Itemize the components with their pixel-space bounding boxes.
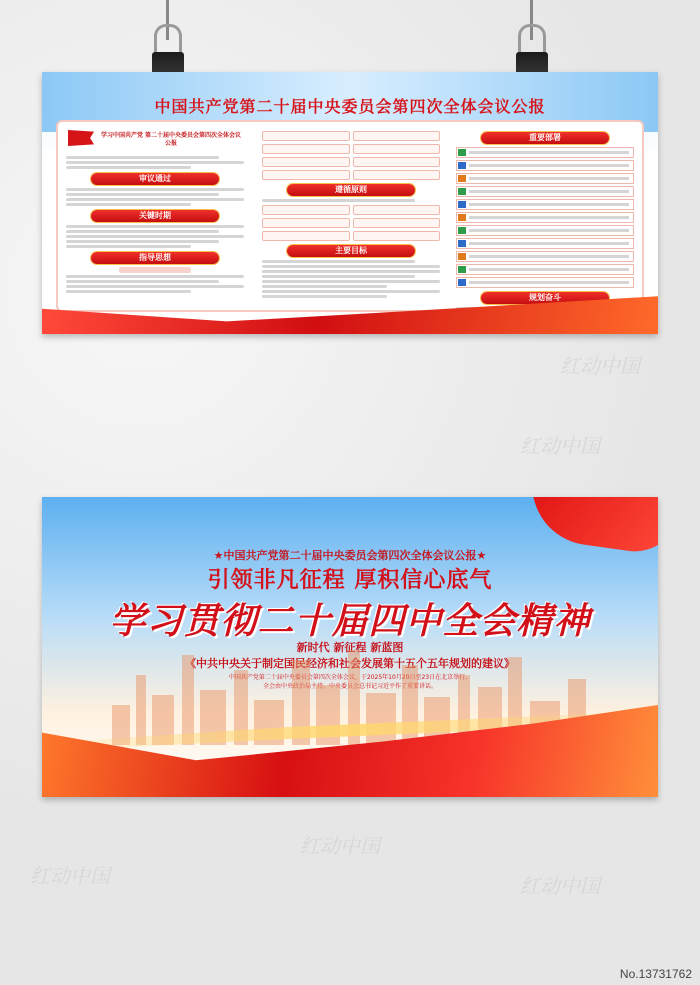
slogan: 引领非凡征程 厚积信心底气 — [207, 568, 493, 593]
binder-clip-icon — [150, 0, 186, 78]
section-ribbon: 指导思想 — [91, 252, 219, 264]
document-title: 《中共中央关于制定国民经济和社会发展第十五个五年规划的建议》 — [185, 657, 515, 670]
binder-clip-icon — [514, 0, 550, 78]
tagline: 新时代 新征程 新蓝图 — [296, 641, 404, 654]
section-ribbon: 重要部署 — [481, 132, 609, 144]
watermark: 红动中国 — [300, 834, 380, 858]
column-right — [456, 128, 634, 304]
deployment-list — [456, 147, 634, 288]
section-ribbon: 遵循原则 — [287, 184, 415, 196]
column-middle — [262, 128, 440, 304]
section-ribbon: 审议通过 — [91, 173, 219, 185]
board-title: 中国共产党第二十届中央委员会第四次全体会议公报 — [154, 97, 546, 116]
description-line: 全会由中央政治局主持。中央委员会总书记习近平作了重要讲话。 — [262, 683, 437, 690]
watermark: 红动中国 — [30, 864, 110, 888]
column-left — [66, 128, 244, 304]
section-ribbon: 关键时期 — [91, 210, 219, 222]
main-title: 学习贯彻二十届四中全会精神 — [109, 600, 591, 642]
watermark: 红动中国 — [520, 434, 600, 458]
bulletin-board-top — [42, 72, 658, 334]
principle-grid — [262, 205, 440, 241]
watermark: 红动中国 — [560, 354, 640, 378]
description-line: 中国共产党第二十届中央委员会第四次全体会议，于2025年10月20日至23日在北京举行。 — [228, 674, 472, 681]
image-number: No.13731762 — [619, 967, 692, 981]
section-ribbon: 主要目标 — [287, 245, 415, 257]
subtitle: ★中国共产党第二十届中央委员会第四次全体会议公报★ — [213, 549, 487, 562]
item-grid — [262, 131, 440, 180]
watermark: 红动中国 — [520, 874, 600, 898]
section-ribbon: 规划奋斗 — [481, 292, 609, 304]
party-flag-icon — [68, 130, 94, 146]
column-heading: 学习中国共产党 第二十届中央委员会第四次全体会议公报 — [100, 132, 242, 147]
bulletin-board-bottom — [42, 497, 658, 797]
column-header — [66, 128, 244, 154]
